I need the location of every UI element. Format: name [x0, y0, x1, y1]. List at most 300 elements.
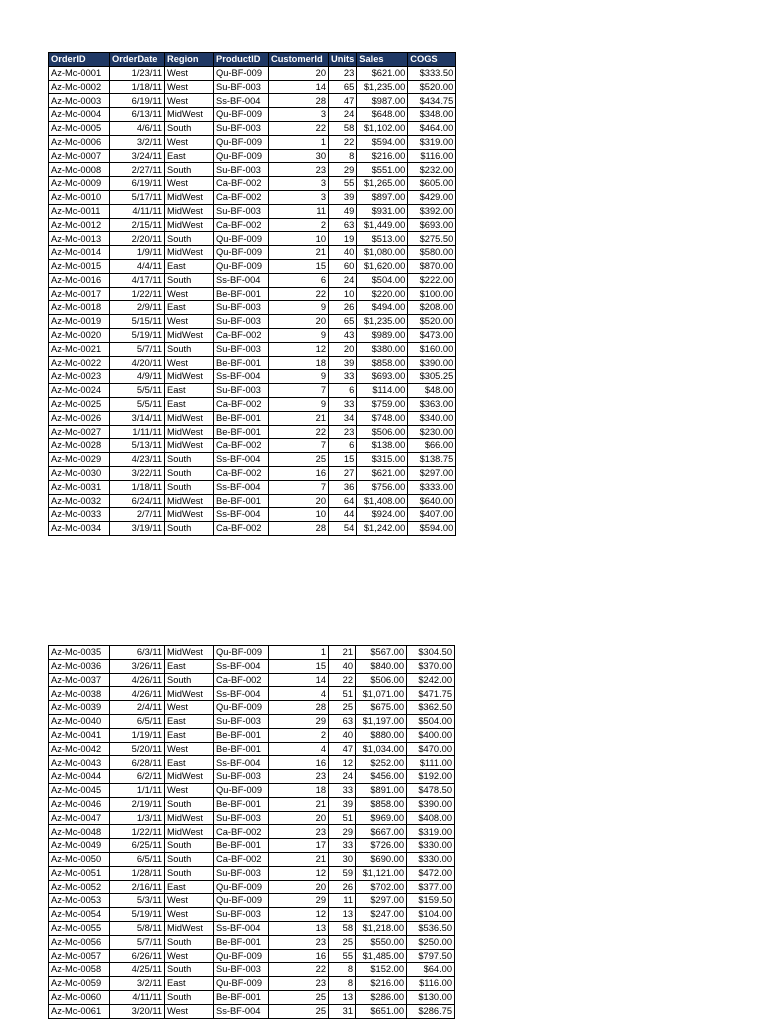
orderid-cell[interactable]: Az-Mc-0044: [49, 770, 110, 784]
region-cell[interactable]: South: [165, 866, 214, 880]
orderdate-cell[interactable]: 1/11/11: [110, 425, 165, 439]
orderid-cell[interactable]: Az-Mc-0017: [49, 287, 110, 301]
customerid-cell[interactable]: 23: [269, 825, 329, 839]
orderdate-cell[interactable]: 1/9/11: [110, 246, 165, 260]
sales-cell[interactable]: $216.00: [356, 977, 407, 991]
productid-cell[interactable]: Su-BF-003: [214, 80, 269, 94]
productid-cell[interactable]: Su-BF-003: [214, 770, 269, 784]
units-cell[interactable]: 39: [329, 190, 357, 204]
cogs-cell[interactable]: $66.00: [408, 439, 456, 453]
customerid-cell[interactable]: 9: [269, 370, 329, 384]
cogs-cell[interactable]: $222.00: [408, 273, 456, 287]
orderid-cell[interactable]: Az-Mc-0058: [49, 963, 110, 977]
orderdate-cell[interactable]: 2/4/11: [110, 701, 165, 715]
orderid-cell[interactable]: Az-Mc-0051: [49, 866, 110, 880]
region-cell[interactable]: South: [165, 163, 214, 177]
units-cell[interactable]: 64: [329, 494, 357, 508]
orderdate-cell[interactable]: 4/26/11: [110, 673, 165, 687]
header-orderdate[interactable]: OrderDate: [110, 53, 165, 67]
orderdate-cell[interactable]: 4/9/11: [110, 370, 165, 384]
orderdate-cell[interactable]: 1/3/11: [110, 811, 165, 825]
cogs-cell[interactable]: $319.00: [408, 135, 456, 149]
cogs-cell[interactable]: $275.50: [408, 232, 456, 246]
region-cell[interactable]: West: [165, 177, 214, 191]
units-cell[interactable]: 29: [329, 163, 357, 177]
units-cell[interactable]: 63: [329, 218, 357, 232]
orderdate-cell[interactable]: 3/2/11: [110, 135, 165, 149]
cogs-cell[interactable]: $408.00: [407, 811, 455, 825]
cogs-cell[interactable]: $230.00: [408, 425, 456, 439]
customerid-cell[interactable]: 1: [269, 135, 329, 149]
customerid-cell[interactable]: 14: [269, 80, 329, 94]
cogs-cell[interactable]: $472.00: [407, 866, 455, 880]
region-cell[interactable]: MidWest: [165, 687, 214, 701]
region-cell[interactable]: West: [165, 908, 214, 922]
orderdate-cell[interactable]: 4/23/11: [110, 453, 165, 467]
sales-cell[interactable]: $297.00: [356, 894, 407, 908]
orderid-cell[interactable]: Az-Mc-0023: [49, 370, 110, 384]
sales-cell[interactable]: $138.00: [357, 439, 408, 453]
productid-cell[interactable]: Su-BF-003: [214, 811, 269, 825]
orderid-cell[interactable]: Az-Mc-0006: [49, 135, 110, 149]
customerid-cell[interactable]: 25: [269, 1004, 329, 1018]
customerid-cell[interactable]: 10: [269, 508, 329, 522]
sales-cell[interactable]: $621.00: [357, 466, 408, 480]
orderid-cell[interactable]: Az-Mc-0030: [49, 466, 110, 480]
region-cell[interactable]: West: [165, 356, 214, 370]
productid-cell[interactable]: Be-BF-001: [214, 728, 269, 742]
orderdate-cell[interactable]: 5/7/11: [110, 935, 165, 949]
productid-cell[interactable]: Ca-BF-002: [214, 190, 269, 204]
region-cell[interactable]: West: [165, 783, 214, 797]
units-cell[interactable]: 8: [329, 149, 357, 163]
customerid-cell[interactable]: 28: [269, 522, 329, 536]
customerid-cell[interactable]: 3: [269, 108, 329, 122]
orderid-cell[interactable]: Az-Mc-0021: [49, 342, 110, 356]
sales-cell[interactable]: $513.00: [357, 232, 408, 246]
sales-cell[interactable]: $693.00: [357, 370, 408, 384]
productid-cell[interactable]: Ss-BF-004: [214, 508, 269, 522]
region-cell[interactable]: MidWest: [165, 246, 214, 260]
customerid-cell[interactable]: 4: [269, 742, 329, 756]
header-units[interactable]: Units: [329, 53, 357, 67]
units-cell[interactable]: 33: [329, 783, 356, 797]
orderid-cell[interactable]: Az-Mc-0014: [49, 246, 110, 260]
orderid-cell[interactable]: Az-Mc-0015: [49, 259, 110, 273]
cogs-cell[interactable]: $392.00: [408, 204, 456, 218]
cogs-cell[interactable]: $400.00: [407, 728, 455, 742]
productid-cell[interactable]: Ss-BF-004: [214, 687, 269, 701]
header-customerid[interactable]: CustomerId: [269, 53, 329, 67]
sales-cell[interactable]: $759.00: [357, 397, 408, 411]
header-productid[interactable]: ProductID: [214, 53, 269, 67]
orderid-cell[interactable]: Az-Mc-0025: [49, 397, 110, 411]
sales-cell[interactable]: $675.00: [356, 701, 407, 715]
productid-cell[interactable]: Be-BF-001: [214, 287, 269, 301]
cogs-cell[interactable]: $330.00: [407, 839, 455, 853]
cogs-cell[interactable]: $471.75: [407, 687, 455, 701]
sales-cell[interactable]: $315.00: [357, 453, 408, 467]
orderdate-cell[interactable]: 2/27/11: [110, 163, 165, 177]
orderdate-cell[interactable]: 4/20/11: [110, 356, 165, 370]
orderdate-cell[interactable]: 6/26/11: [110, 949, 165, 963]
orderdate-cell[interactable]: 2/7/11: [110, 508, 165, 522]
orderdate-cell[interactable]: 6/19/11: [110, 94, 165, 108]
cogs-cell[interactable]: $464.00: [408, 121, 456, 135]
productid-cell[interactable]: Su-BF-003: [214, 963, 269, 977]
region-cell[interactable]: MidWest: [165, 646, 214, 660]
orderdate-cell[interactable]: 4/6/11: [110, 121, 165, 135]
region-cell[interactable]: East: [165, 149, 214, 163]
cogs-cell[interactable]: $429.00: [408, 190, 456, 204]
orderid-cell[interactable]: Az-Mc-0026: [49, 411, 110, 425]
productid-cell[interactable]: Qu-BF-009: [214, 108, 269, 122]
orderdate-cell[interactable]: 4/4/11: [110, 259, 165, 273]
cogs-cell[interactable]: $478.50: [407, 783, 455, 797]
units-cell[interactable]: 12: [329, 756, 356, 770]
customerid-cell[interactable]: 7: [269, 384, 329, 398]
orderid-cell[interactable]: Az-Mc-0024: [49, 384, 110, 398]
productid-cell[interactable]: Ss-BF-004: [214, 1004, 269, 1018]
customerid-cell[interactable]: 1: [269, 646, 329, 660]
cogs-cell[interactable]: $250.00: [407, 935, 455, 949]
productid-cell[interactable]: Su-BF-003: [214, 342, 269, 356]
units-cell[interactable]: 54: [329, 522, 357, 536]
productid-cell[interactable]: Ca-BF-002: [214, 218, 269, 232]
units-cell[interactable]: 30: [329, 852, 356, 866]
cogs-cell[interactable]: $297.00: [408, 466, 456, 480]
units-cell[interactable]: 25: [329, 701, 356, 715]
units-cell[interactable]: 33: [329, 370, 357, 384]
productid-cell[interactable]: Su-BF-003: [214, 866, 269, 880]
region-cell[interactable]: West: [165, 80, 214, 94]
customerid-cell[interactable]: 12: [269, 866, 329, 880]
productid-cell[interactable]: Qu-BF-009: [214, 894, 269, 908]
orderid-cell[interactable]: Az-Mc-0005: [49, 121, 110, 135]
header-cogs[interactable]: COGS: [408, 53, 456, 67]
orderdate-cell[interactable]: 3/2/11: [110, 977, 165, 991]
orderid-cell[interactable]: Az-Mc-0009: [49, 177, 110, 191]
orderdate-cell[interactable]: 6/5/11: [110, 714, 165, 728]
cogs-cell[interactable]: $693.00: [408, 218, 456, 232]
orderdate-cell[interactable]: 1/28/11: [110, 866, 165, 880]
sales-cell[interactable]: $748.00: [357, 411, 408, 425]
region-cell[interactable]: MidWest: [165, 411, 214, 425]
sales-cell[interactable]: $1,235.00: [357, 315, 408, 329]
units-cell[interactable]: 13: [329, 990, 356, 1004]
region-cell[interactable]: MidWest: [165, 218, 214, 232]
sales-cell[interactable]: $380.00: [357, 342, 408, 356]
orderid-cell[interactable]: Az-Mc-0056: [49, 935, 110, 949]
sales-cell[interactable]: $989.00: [357, 328, 408, 342]
units-cell[interactable]: 36: [329, 480, 357, 494]
cogs-cell[interactable]: $580.00: [408, 246, 456, 260]
orderdate-cell[interactable]: 4/26/11: [110, 687, 165, 701]
cogs-cell[interactable]: $470.00: [407, 742, 455, 756]
units-cell[interactable]: 51: [329, 811, 356, 825]
customerid-cell[interactable]: 7: [269, 480, 329, 494]
sales-cell[interactable]: $858.00: [357, 356, 408, 370]
orderid-cell[interactable]: Az-Mc-0027: [49, 425, 110, 439]
units-cell[interactable]: 6: [329, 439, 357, 453]
orderid-cell[interactable]: Az-Mc-0039: [49, 701, 110, 715]
orderdate-cell[interactable]: 5/3/11: [110, 894, 165, 908]
region-cell[interactable]: MidWest: [165, 204, 214, 218]
cogs-cell[interactable]: $390.00: [407, 797, 455, 811]
region-cell[interactable]: East: [165, 880, 214, 894]
orderid-cell[interactable]: Az-Mc-0011: [49, 204, 110, 218]
header-region[interactable]: Region: [165, 53, 214, 67]
customerid-cell[interactable]: 9: [269, 397, 329, 411]
units-cell[interactable]: 34: [329, 411, 357, 425]
productid-cell[interactable]: Be-BF-001: [214, 935, 269, 949]
sales-cell[interactable]: $1,121.00: [356, 866, 407, 880]
region-cell[interactable]: MidWest: [165, 425, 214, 439]
productid-cell[interactable]: Ca-BF-002: [214, 852, 269, 866]
region-cell[interactable]: South: [165, 273, 214, 287]
sales-cell[interactable]: $252.00: [356, 756, 407, 770]
cogs-cell[interactable]: $130.00: [407, 990, 455, 1004]
productid-cell[interactable]: Ca-BF-002: [214, 466, 269, 480]
productid-cell[interactable]: Qu-BF-009: [214, 977, 269, 991]
cogs-cell[interactable]: $304.50: [407, 646, 455, 660]
orderdate-cell[interactable]: 4/11/11: [110, 990, 165, 1004]
region-cell[interactable]: West: [165, 949, 214, 963]
cogs-cell[interactable]: $434.75: [408, 94, 456, 108]
productid-cell[interactable]: Ss-BF-004: [214, 921, 269, 935]
productid-cell[interactable]: Su-BF-003: [214, 714, 269, 728]
cogs-cell[interactable]: $536.50: [407, 921, 455, 935]
orderdate-cell[interactable]: 3/24/11: [110, 149, 165, 163]
region-cell[interactable]: East: [165, 384, 214, 398]
sales-cell[interactable]: $690.00: [356, 852, 407, 866]
orderdate-cell[interactable]: 1/18/11: [110, 80, 165, 94]
orderid-cell[interactable]: Az-Mc-0004: [49, 108, 110, 122]
units-cell[interactable]: 47: [329, 94, 357, 108]
orderid-cell[interactable]: Az-Mc-0055: [49, 921, 110, 935]
region-cell[interactable]: MidWest: [165, 190, 214, 204]
orderdate-cell[interactable]: 2/15/11: [110, 218, 165, 232]
orderid-cell[interactable]: Az-Mc-0016: [49, 273, 110, 287]
sales-cell[interactable]: $1,080.00: [357, 246, 408, 260]
region-cell[interactable]: MidWest: [165, 439, 214, 453]
orderdate-cell[interactable]: 6/2/11: [110, 770, 165, 784]
productid-cell[interactable]: Ca-BF-002: [214, 825, 269, 839]
productid-cell[interactable]: Ss-BF-004: [214, 480, 269, 494]
customerid-cell[interactable]: 2: [269, 218, 329, 232]
units-cell[interactable]: 39: [329, 356, 357, 370]
customerid-cell[interactable]: 20: [269, 315, 329, 329]
customerid-cell[interactable]: 23: [269, 770, 329, 784]
orderid-cell[interactable]: Az-Mc-0045: [49, 783, 110, 797]
sales-cell[interactable]: $1,449.00: [357, 218, 408, 232]
sales-cell[interactable]: $550.00: [356, 935, 407, 949]
region-cell[interactable]: East: [165, 977, 214, 991]
orderid-cell[interactable]: Az-Mc-0038: [49, 687, 110, 701]
units-cell[interactable]: 65: [329, 315, 357, 329]
orderid-cell[interactable]: Az-Mc-0001: [49, 66, 110, 80]
productid-cell[interactable]: Qu-BF-009: [214, 880, 269, 894]
orderid-cell[interactable]: Az-Mc-0019: [49, 315, 110, 329]
region-cell[interactable]: MidWest: [165, 770, 214, 784]
sales-cell[interactable]: $220.00: [357, 287, 408, 301]
sales-cell[interactable]: $891.00: [356, 783, 407, 797]
customerid-cell[interactable]: 18: [269, 783, 329, 797]
orderid-cell[interactable]: Az-Mc-0028: [49, 439, 110, 453]
orderdate-cell[interactable]: 4/11/11: [110, 204, 165, 218]
customerid-cell[interactable]: 16: [269, 756, 329, 770]
region-cell[interactable]: East: [165, 728, 214, 742]
customerid-cell[interactable]: 14: [269, 673, 329, 687]
cogs-cell[interactable]: $232.00: [408, 163, 456, 177]
orderid-cell[interactable]: Az-Mc-0007: [49, 149, 110, 163]
region-cell[interactable]: South: [165, 522, 214, 536]
cogs-cell[interactable]: $111.00: [407, 756, 455, 770]
productid-cell[interactable]: Ss-BF-004: [214, 370, 269, 384]
cogs-cell[interactable]: $605.00: [408, 177, 456, 191]
sales-cell[interactable]: $969.00: [356, 811, 407, 825]
region-cell[interactable]: West: [165, 1004, 214, 1018]
region-cell[interactable]: South: [165, 935, 214, 949]
sales-cell[interactable]: $756.00: [357, 480, 408, 494]
customerid-cell[interactable]: 15: [269, 259, 329, 273]
units-cell[interactable]: 65: [329, 80, 357, 94]
region-cell[interactable]: South: [165, 121, 214, 135]
units-cell[interactable]: 40: [329, 659, 356, 673]
units-cell[interactable]: 55: [329, 177, 357, 191]
customerid-cell[interactable]: 20: [269, 66, 329, 80]
orderid-cell[interactable]: Az-Mc-0059: [49, 977, 110, 991]
customerid-cell[interactable]: 10: [269, 232, 329, 246]
productid-cell[interactable]: Be-BF-001: [214, 990, 269, 1004]
region-cell[interactable]: South: [165, 990, 214, 1004]
sales-cell[interactable]: $897.00: [357, 190, 408, 204]
sales-cell[interactable]: $1,071.00: [356, 687, 407, 701]
orderdate-cell[interactable]: 4/25/11: [110, 963, 165, 977]
region-cell[interactable]: West: [165, 315, 214, 329]
region-cell[interactable]: MidWest: [165, 370, 214, 384]
orderid-cell[interactable]: Az-Mc-0061: [49, 1004, 110, 1018]
region-cell[interactable]: South: [165, 453, 214, 467]
sales-cell[interactable]: $1,235.00: [357, 80, 408, 94]
cogs-cell[interactable]: $520.00: [408, 80, 456, 94]
region-cell[interactable]: MidWest: [165, 811, 214, 825]
units-cell[interactable]: 22: [329, 673, 356, 687]
orderdate-cell[interactable]: 2/16/11: [110, 880, 165, 894]
orderid-cell[interactable]: Az-Mc-0020: [49, 328, 110, 342]
orderdate-cell[interactable]: 2/20/11: [110, 232, 165, 246]
customerid-cell[interactable]: 23: [269, 935, 329, 949]
orderid-cell[interactable]: Az-Mc-0022: [49, 356, 110, 370]
orderid-cell[interactable]: Az-Mc-0043: [49, 756, 110, 770]
cogs-cell[interactable]: $330.00: [407, 852, 455, 866]
orderdate-cell[interactable]: 3/20/11: [110, 1004, 165, 1018]
customerid-cell[interactable]: 30: [269, 149, 329, 163]
customerid-cell[interactable]: 22: [269, 963, 329, 977]
units-cell[interactable]: 22: [329, 135, 357, 149]
orderdate-cell[interactable]: 5/5/11: [110, 384, 165, 398]
orderdate-cell[interactable]: 5/13/11: [110, 439, 165, 453]
customerid-cell[interactable]: 21: [269, 411, 329, 425]
header-sales[interactable]: Sales: [357, 53, 408, 67]
orderdate-cell[interactable]: 6/28/11: [110, 756, 165, 770]
orderid-cell[interactable]: Az-Mc-0060: [49, 990, 110, 1004]
sales-cell[interactable]: $621.00: [357, 66, 408, 80]
orderid-cell[interactable]: Az-Mc-0003: [49, 94, 110, 108]
cogs-cell[interactable]: $159.50: [407, 894, 455, 908]
orderid-cell[interactable]: Az-Mc-0031: [49, 480, 110, 494]
sales-cell[interactable]: $987.00: [357, 94, 408, 108]
orderdate-cell[interactable]: 2/19/11: [110, 797, 165, 811]
customerid-cell[interactable]: 21: [269, 246, 329, 260]
cogs-cell[interactable]: $340.00: [408, 411, 456, 425]
units-cell[interactable]: 20: [329, 342, 357, 356]
cogs-cell[interactable]: $305.25: [408, 370, 456, 384]
region-cell[interactable]: South: [165, 839, 214, 853]
orderid-cell[interactable]: Az-Mc-0036: [49, 659, 110, 673]
orderid-cell[interactable]: Az-Mc-0053: [49, 894, 110, 908]
region-cell[interactable]: South: [165, 963, 214, 977]
orderdate-cell[interactable]: 5/15/11: [110, 315, 165, 329]
sales-cell[interactable]: $456.00: [356, 770, 407, 784]
sales-cell[interactable]: $840.00: [356, 659, 407, 673]
units-cell[interactable]: 11: [329, 894, 356, 908]
customerid-cell[interactable]: 18: [269, 356, 329, 370]
cogs-cell[interactable]: $377.00: [407, 880, 455, 894]
orderdate-cell[interactable]: 5/5/11: [110, 397, 165, 411]
customerid-cell[interactable]: 21: [269, 852, 329, 866]
orderdate-cell[interactable]: 1/22/11: [110, 825, 165, 839]
productid-cell[interactable]: Be-BF-001: [214, 742, 269, 756]
orderdate-cell[interactable]: 5/7/11: [110, 342, 165, 356]
productid-cell[interactable]: Su-BF-003: [214, 204, 269, 218]
region-cell[interactable]: MidWest: [165, 921, 214, 935]
region-cell[interactable]: West: [165, 66, 214, 80]
orderid-cell[interactable]: Az-Mc-0008: [49, 163, 110, 177]
sales-cell[interactable]: $551.00: [357, 163, 408, 177]
productid-cell[interactable]: Qu-BF-009: [214, 232, 269, 246]
productid-cell[interactable]: Ca-BF-002: [214, 439, 269, 453]
region-cell[interactable]: East: [165, 714, 214, 728]
orderdate-cell[interactable]: 6/19/11: [110, 177, 165, 191]
productid-cell[interactable]: Ca-BF-002: [214, 177, 269, 191]
orderid-cell[interactable]: Az-Mc-0050: [49, 852, 110, 866]
orderid-cell[interactable]: Az-Mc-0054: [49, 908, 110, 922]
orderdate-cell[interactable]: 5/19/11: [110, 328, 165, 342]
region-cell[interactable]: West: [165, 94, 214, 108]
units-cell[interactable]: 58: [329, 921, 356, 935]
cogs-cell[interactable]: $797.50: [407, 949, 455, 963]
productid-cell[interactable]: Ss-BF-004: [214, 453, 269, 467]
productid-cell[interactable]: Su-BF-003: [214, 908, 269, 922]
units-cell[interactable]: 33: [329, 397, 357, 411]
region-cell[interactable]: MidWest: [165, 825, 214, 839]
region-cell[interactable]: MidWest: [165, 494, 214, 508]
orderdate-cell[interactable]: 1/19/11: [110, 728, 165, 742]
customerid-cell[interactable]: 11: [269, 204, 329, 218]
customerid-cell[interactable]: 23: [269, 977, 329, 991]
orderid-cell[interactable]: Az-Mc-0049: [49, 839, 110, 853]
cogs-cell[interactable]: $504.00: [407, 714, 455, 728]
customerid-cell[interactable]: 16: [269, 949, 329, 963]
sales-cell[interactable]: $506.00: [356, 673, 407, 687]
units-cell[interactable]: 23: [329, 66, 357, 80]
cogs-cell[interactable]: $116.00: [408, 149, 456, 163]
units-cell[interactable]: 31: [329, 1004, 356, 1018]
units-cell[interactable]: 24: [329, 108, 357, 122]
customerid-cell[interactable]: 20: [269, 880, 329, 894]
sales-cell[interactable]: $1,197.00: [356, 714, 407, 728]
